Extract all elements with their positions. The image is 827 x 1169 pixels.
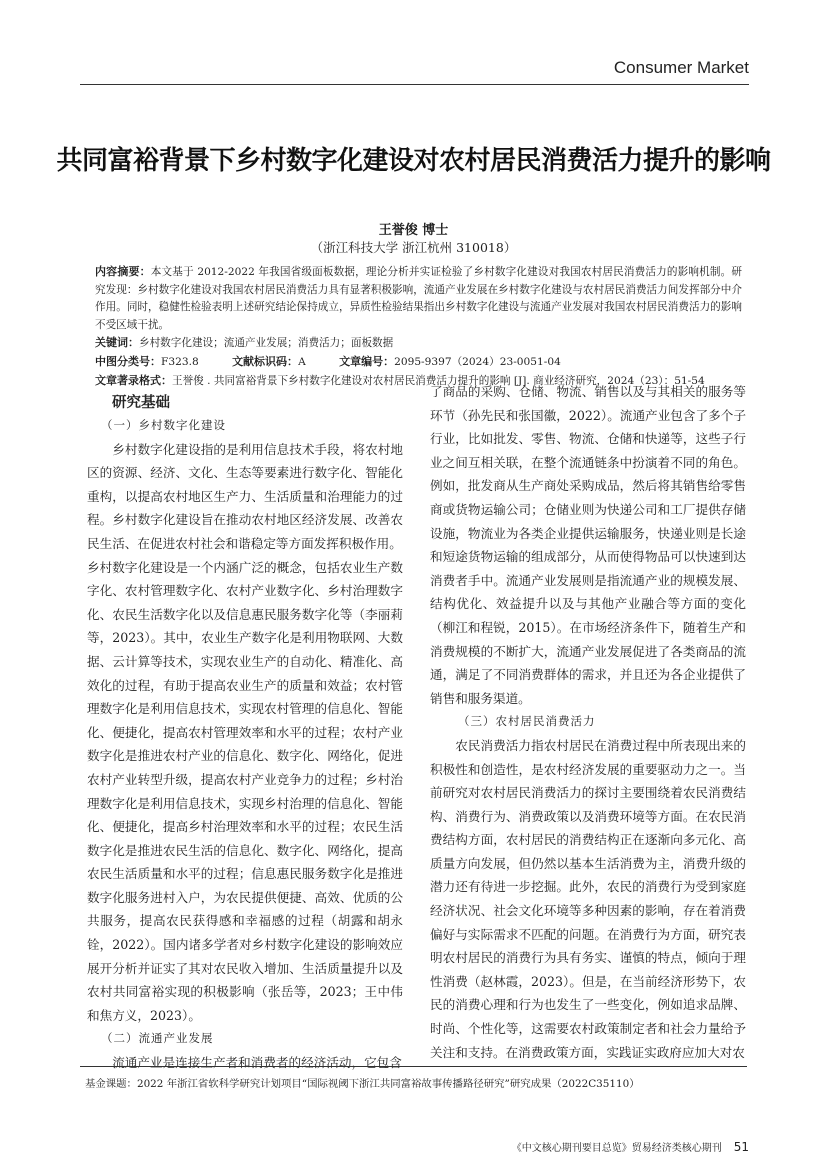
citation-label: 文章著录格式： <box>95 373 172 387</box>
author: 王誉俊 博士 <box>378 223 449 238</box>
paragraph: 了商品的采购、仓储、物流、销售以及与其相关的服务等环节（孙先民和张国徽，2022）。流通产业包含了多个子行业，比如批发、零售、物流、仓储和快递等，这些子行业之间互相关联，在整个流通链条中扮演着不同的角色。例如，批发商从生产商处采购成品，然后将其销售给零售商或货物运输公司；仓储业则为快递公司和工厂提供存储设施，物流业为各类企业提供运输服务，快递业则是长途和短途货物运输的组成部分，从而使得物品可以快速到达消费者手中。流通产业发展则是指流通产业的规模发展、结构优化、效益提升以及与其他产业融合等方面的变化（柳江和程锐，2015）。在市场经济条件下，随着生产和消费规模的不断扩大，流通产业发展促进了各类商品的流通，满足了不同消费群体的需求，并且还为各企业提供了销售和服务渠道。 <box>430 384 746 706</box>
doc-code-label: 文献标识码： <box>232 354 299 368</box>
keywords-text: 乡村数字化建设；流通产业发展；消费活力；面板数据 <box>139 337 394 350</box>
article-number-label: 文章编号： <box>339 354 395 368</box>
article-title: 共同富裕背景下乡村数字化建设对农村居民消费活力提升的影响 <box>56 146 771 176</box>
paragraph: 流通产业是连接生产者和消费者的经济活动，它包含 <box>112 1055 402 1071</box>
section-heading: 研究基础 <box>112 395 170 411</box>
abstract-text: 本文基于 2012-2022 年我国省级面板数据，理论分析并实证检验了乡村数字化建设对我国农村居民消费活力的影响机制。研究发现：乡村数字化建设对我国农村居民消费活力具有显著积极影响，流通产业发展在乡村数字化建设与农村居民消费活力间发挥部分中介作用。同时，稳健性检验表明上述研究结论保持成立，异质性检验结果指出乡村数字化建设与流通产业发展对我国农村居民消费活力的影响不受区域干扰。 <box>95 266 743 331</box>
subheading-2: （二）流通产业发展 <box>101 1031 214 1046</box>
abstract <box>95 263 742 334</box>
page-number: 51 <box>733 1140 749 1154</box>
section-label: Consumer Market <box>613 58 749 77</box>
header-divider <box>80 84 749 85</box>
clc-value: F323.8 <box>161 355 199 368</box>
keywords <box>95 334 742 353</box>
citation-text: 王誉俊 . 共同富裕背景下乡村数字化建设对农村居民消费活力提升的影响 [J]. 商业经济研究，2024（23）：51-54 <box>172 374 705 387</box>
keywords-label: 关键词： <box>95 336 139 350</box>
funding-note: 基金课题：2022 年浙江省软科学研究计划项目“国际视阈下浙江共同富裕故事传播路径研究”研究成果（2022C35110） <box>85 1078 640 1090</box>
paragraph: 乡村数字化建设指的是利用信息技术手段，将农村地区的资源、经济、文化、生态等要素进行数字化、智能化重构，以提高农村地区生产力、生活质量和治理能力的过程。乡村数字化建设旨在推动农村地区经济发展、改善农民生活、在促进农村社会和谐稳定等方面发挥积极作用。 <box>87 441 403 551</box>
subheading-1: （一）乡村数字化建设 <box>101 418 226 432</box>
doc-code-value: A <box>298 355 306 368</box>
classification <box>95 353 742 372</box>
clc-label: 中图分类号： <box>95 354 161 368</box>
abstract-label: 内容摘要： <box>95 265 151 278</box>
article-number-value: 2095-9397（2024）23-0051-04 <box>394 355 561 368</box>
paragraph: 农民消费活力指农村居民在消费过程中所表现出来的积极性和创造性，是农村经济发展的重要驱动力之一。当前研究对农村居民消费活力的探讨主要围绕着农民消费结构、消费行为、消费政策以及消费环境等方面。在农民消费结构方面，农村居民的消费结构正在逐渐向多元化、高质量方向发展，但仍然以基本生活消费为主，消费升级的潜力还有待进一步挖掘。此外，农民的消费行为受到家庭经济状况、社会文化环境等多种因素的影响，存在着消费偏好与实际需求不匹配的问题。在消费行为方面，研究表明农村居民的消费行为具有务实、谨慎的特点，倾向于理性消费（赵林霞，2023）。但是，在当前经济形势下，农民的消费心理和行为也发生了一些变化，例如追求品牌、时尚、个性化等，这需要农村政策制定者和社会力量给予关注和支持。在消费政策方面，实践证实政府应加大对农 <box>430 737 746 1060</box>
page-footer <box>512 1139 749 1154</box>
subheading-3: （三）农村居民消费活力 <box>458 714 596 729</box>
article-meta <box>95 263 742 390</box>
footnote-divider <box>80 1066 747 1067</box>
paragraph: 乡村数字化建设是一个内涵广泛的概念，包括农业生产数字化、农村管理数字化、农村产业数字化、乡村治理数字化、农民生活数字化以及信息惠民服务数字化等（李丽莉等，2023）。其中，农业生产数字化是利用物联网、大数据、云计算等技术，实现农业生产的自动化、精准化、高效化的过程，有助于提高农业生产的质量和效益；农村管理数字化是利用信息技术，实现农村管理的信息化、智能化、便捷化，提高农村管理效率和水平的过程；农村产业数字化是推进农村产业的信息化、数字化、网络化，促进农村产业转型升级，提高农村产业竞争力的过程；乡村治理数字化是利用信息技术，实现乡村治理的信息化、智能化、便捷化，提高乡村治理效率和水平的过程；农民生活数字化是推进农民生活的信息化、数字化、网络化，提高农民生活质量和水平的过程；信息惠民服务数字化是推进数字化服务进村入户，为农民提供便捷、高效、优质的公共服务，提高农民获得感和幸福感的过程（胡露和胡永铨，2022）。国内诸多学者对乡村数字化建设的影响效应展开分析并证实了其对农民收入增加、生活质量提升以及农村共同富裕实现的积极影响（张岳等，2023；王中伟和焦方义，2023）。 <box>87 559 403 1023</box>
affiliation: （浙江科技大学 浙江杭州 310018） <box>310 240 517 255</box>
left-column <box>87 392 403 1075</box>
right-column <box>430 380 746 1064</box>
journal-note: 《中文核心期刊要目总览》贸易经济类核心期刊 <box>511 1143 722 1154</box>
